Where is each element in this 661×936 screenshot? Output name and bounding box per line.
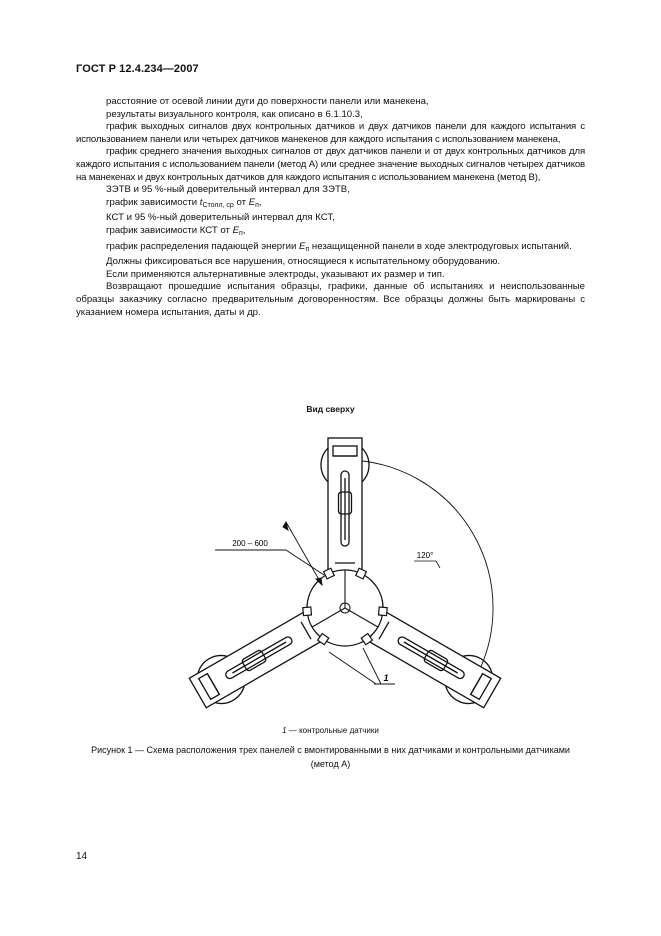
paragraph: график среднего значения выходных сигналов от двух датчиков панели и от двух контрольных датчиков для каждого испытания с использованием панели (метод А) или среднее значение выходных сигналов четырех датчиков на манекенах и двух контрольных датчиков для каждого испытания с использованием манекена (метод В), bbox=[76, 146, 585, 183]
paragraph: КСТ и 95 %-ный доверительный интервал для КСТ, bbox=[106, 212, 335, 224]
paragraph: график распределения падающей энергии $E_п$ незащищенной панели в ходе электродуговых испытаний. bbox=[106, 240, 572, 253]
paragraph: график выходных сигналов двух контрольных датчиков и двух датчиков панели для каждого испытания с использованием панели или четырех датчиков манекенов для каждого испытания с использованием манекена, bbox=[76, 121, 585, 145]
paragraph: Должны фиксироваться все нарушения, относящиеся к испытательному оборудованию. bbox=[106, 256, 501, 268]
figure-caption: Рисунок 1 — Схема расположения трех панелей с вмонтированными в них датчиками и контрольными датчиками (метод А) bbox=[91, 745, 570, 769]
figure-view-title: Вид сверху bbox=[306, 404, 355, 414]
paragraph: расстояние от осевой линии дуги до поверхности панели или манекена, bbox=[106, 96, 429, 107]
figure-legend: 1 — контрольные датчики bbox=[282, 726, 379, 735]
paragraph: результаты визуального контроля, как описано в 6.1.10.3, bbox=[106, 108, 363, 120]
callout-label: 1 bbox=[383, 673, 389, 683]
paragraph: Возвращают прошедшие испытания образцы, графики, данные об испытаниях и неиспользованные образцы заказчику согласно предварительным договоренностям. Все образцы должны быть маркированы с указанием номера испытания, даты и др. bbox=[76, 281, 585, 318]
control-sensor bbox=[303, 607, 312, 616]
paragraph: ЗЭТВ и 95 %-ный доверительный интервал для ЗЭТВ, bbox=[106, 184, 350, 196]
document-header: ГОСТ Р 12.4.234—2007 bbox=[76, 63, 199, 75]
paragraph: график зависимости КСТ от $E_п$, bbox=[106, 224, 246, 237]
control-sensor bbox=[379, 607, 388, 616]
paragraph: Если применяются альтернативные электроды, указывают их размер и тип. bbox=[106, 268, 445, 280]
page-number: 14 bbox=[76, 851, 88, 862]
dimension-line bbox=[215, 522, 324, 585]
paragraph: график зависимости $t_{Столл, ср}$ от $E_п$, bbox=[106, 196, 262, 209]
angle-label: 120° bbox=[416, 551, 434, 560]
dimension-label: 200 – 600 bbox=[232, 539, 268, 548]
panel-top bbox=[321, 438, 369, 588]
